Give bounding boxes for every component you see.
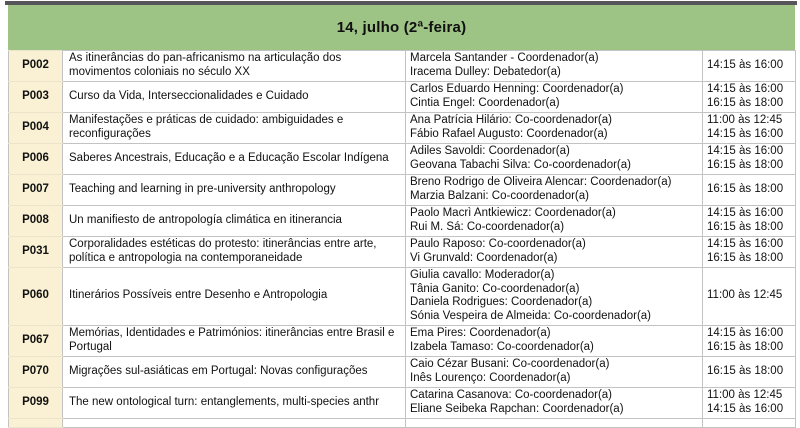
person-line: Giulia cavallo: Moderador(a) — [410, 269, 555, 281]
sessions-body — [9, 51, 796, 428]
session-times — [703, 206, 796, 237]
session-people — [406, 51, 703, 82]
session-times — [703, 144, 796, 175]
session-times — [703, 51, 796, 82]
session-times — [703, 326, 796, 357]
day-title: 14, julho (2ª-feira) — [336, 19, 467, 36]
person-line: Carlos Eduardo Henning: Coordenador(a) — [410, 83, 624, 95]
time-slot: 14:15 às 16:00 — [707, 58, 784, 71]
session-code: P060 — [9, 268, 63, 326]
session-row — [9, 144, 796, 175]
person-line: Catarina Casanova: Co-coordenador(a) — [410, 389, 612, 401]
session-row — [9, 175, 796, 206]
time-slot: 16:15 às 18:00 — [707, 364, 784, 377]
time-slot: 14:15 às 16:00 — [707, 127, 784, 140]
session-title: The new ontological turn: entanglements, multi-species anthr — [63, 388, 406, 419]
person-line: Vi Grunvald: Coordenador(a) — [410, 251, 558, 264]
person-line: Tânia Ganito: Co-coordenador(a) — [410, 282, 580, 295]
session-title: Memórias, Identidades e Patrimónios: itinerâncias entre Brasil e Portugal — [63, 326, 406, 357]
person-line: Ema Pires: Coordenador(a) — [410, 327, 551, 339]
session-people — [406, 388, 703, 419]
person-line: Cintia Engel: Coordenador(a) — [410, 96, 560, 109]
person-line: Caio Cézar Busani: Co-coordenador(a) — [410, 358, 610, 370]
time-slot: 11:00 às 12:45 — [707, 389, 783, 401]
person-line: Ana Patrícia Hilário: Co-coordenador(a) — [410, 114, 612, 126]
session-people — [406, 419, 703, 428]
session-row — [9, 388, 796, 419]
session-title: Corporalidades estéticas do protesto: itinerâncias entre arte, política e antropologia na contemporaneidade — [63, 237, 406, 268]
person-line: Rui M. Sá: Co-coordenador(a) — [410, 220, 565, 233]
time-slot: 11:00 às 12:45 — [707, 114, 783, 126]
session-title: Manifestações e práticas de cuidado: ambiguidades e reconfigurações — [63, 113, 406, 144]
session-row — [9, 82, 796, 113]
session-row — [9, 357, 796, 388]
session-row — [9, 268, 796, 326]
time-slot: 16:15 às 18:00 — [707, 182, 784, 195]
session-row — [9, 51, 796, 82]
session-code: P008 — [9, 206, 63, 237]
session-times — [703, 419, 796, 428]
time-slot: 16:15 às 18:00 — [707, 251, 784, 264]
session-people — [406, 237, 703, 268]
time-slot: 14:15 às 16:00 — [707, 207, 784, 219]
session-title — [63, 419, 406, 428]
time-slot: 16:15 às 18:00 — [707, 220, 784, 233]
time-slot: 14:15 às 16:00 — [707, 402, 784, 415]
session-code: P070 — [9, 357, 63, 388]
person-line: Sónia Vespeira de Almeida: Co-coordenador(a) — [410, 309, 652, 322]
program-sheet — [8, 5, 795, 428]
time-slot: 11:00 às 12:45 — [707, 289, 783, 302]
session-title: Un manifiesto de antropología climática en itinerancia — [63, 206, 406, 237]
session-times — [703, 82, 796, 113]
session-title: Teaching and learning in pre-university anthropology — [63, 175, 406, 206]
person-line: Paolo Macrì Antkiewicz: Coordenador(a) — [410, 207, 616, 219]
session-row — [9, 326, 796, 357]
session-people — [406, 144, 703, 175]
session-people — [406, 175, 703, 206]
session-code: P003 — [9, 82, 63, 113]
person-line: Izabela Tamaso: Co-coordenador(a) — [410, 340, 594, 353]
session-people — [406, 326, 703, 357]
day-header — [8, 5, 795, 50]
session-people — [406, 113, 703, 144]
session-code — [9, 419, 63, 428]
person-line: Geovana Tabachi Silva: Co-coordenador(a) — [410, 158, 631, 171]
session-times — [703, 268, 796, 326]
person-line: Eliane Seibeka Rapchan: Coordenador(a) — [410, 402, 624, 415]
time-slot: 16:15 às 18:00 — [707, 96, 784, 109]
time-slot: 14:15 às 16:00 — [707, 238, 784, 250]
session-code: P006 — [9, 144, 63, 175]
person-line: Marzia Balzani: Co-coordenador(a) — [410, 189, 589, 202]
time-slot: 16:15 às 18:00 — [707, 340, 784, 353]
session-code: P004 — [9, 113, 63, 144]
session-row — [9, 113, 796, 144]
session-row — [9, 237, 796, 268]
time-slot: 14:15 às 16:00 — [707, 83, 784, 95]
session-row — [9, 206, 796, 237]
session-times — [703, 388, 796, 419]
session-code: P031 — [9, 237, 63, 268]
session-code: P007 — [9, 175, 63, 206]
session-title: Itinerários Possíveis entre Desenho e Antropologia — [63, 268, 406, 326]
session-times — [703, 357, 796, 388]
session-times — [703, 175, 796, 206]
session-title: Curso da Vida, Interseccionalidades e Cuidado — [63, 82, 406, 113]
person-line: Breno Rodrigo de Oliveira Alencar: Coordenador(a) — [410, 176, 672, 188]
session-code: P002 — [9, 51, 63, 82]
sessions-table — [8, 50, 796, 428]
person-line: Inês Lourenço: Coordenador(a) — [410, 371, 571, 384]
time-slot: 16:15 às 18:00 — [707, 158, 784, 171]
person-line: Adiles Savoldi: Coordenador(a) — [410, 145, 570, 157]
person-line: Paulo Raposo: Co-coordenador(a) — [410, 238, 586, 250]
session-times — [703, 113, 796, 144]
time-slot: 14:15 às 16:00 — [707, 327, 784, 339]
session-title: Migrações sul-asiáticas em Portugal: Novas configurações — [63, 357, 406, 388]
time-slot: 14:15 às 16:00 — [707, 145, 784, 157]
session-people — [406, 206, 703, 237]
session-title: As itinerâncias do pan-africanismo na articulação dos movimentos coloniais no século XX — [63, 51, 406, 82]
session-title: Saberes Ancestrais, Educação e a Educação Escolar Indígena — [63, 144, 406, 175]
session-code: P067 — [9, 326, 63, 357]
session-people — [406, 357, 703, 388]
session-code: P099 — [9, 388, 63, 419]
session-people — [406, 268, 703, 326]
session-times — [703, 237, 796, 268]
person-line: Iracema Dulley: Debatedor(a) — [410, 65, 561, 78]
person-line: Fábio Rafael Augusto: Coordenador(a) — [410, 127, 608, 140]
partial-row — [9, 419, 796, 428]
session-people — [406, 82, 703, 113]
person-line: Marcela Santander - Coordenador(a) — [410, 52, 599, 64]
person-line: Daniela Rodrigues: Coordenador(a) — [410, 296, 593, 308]
